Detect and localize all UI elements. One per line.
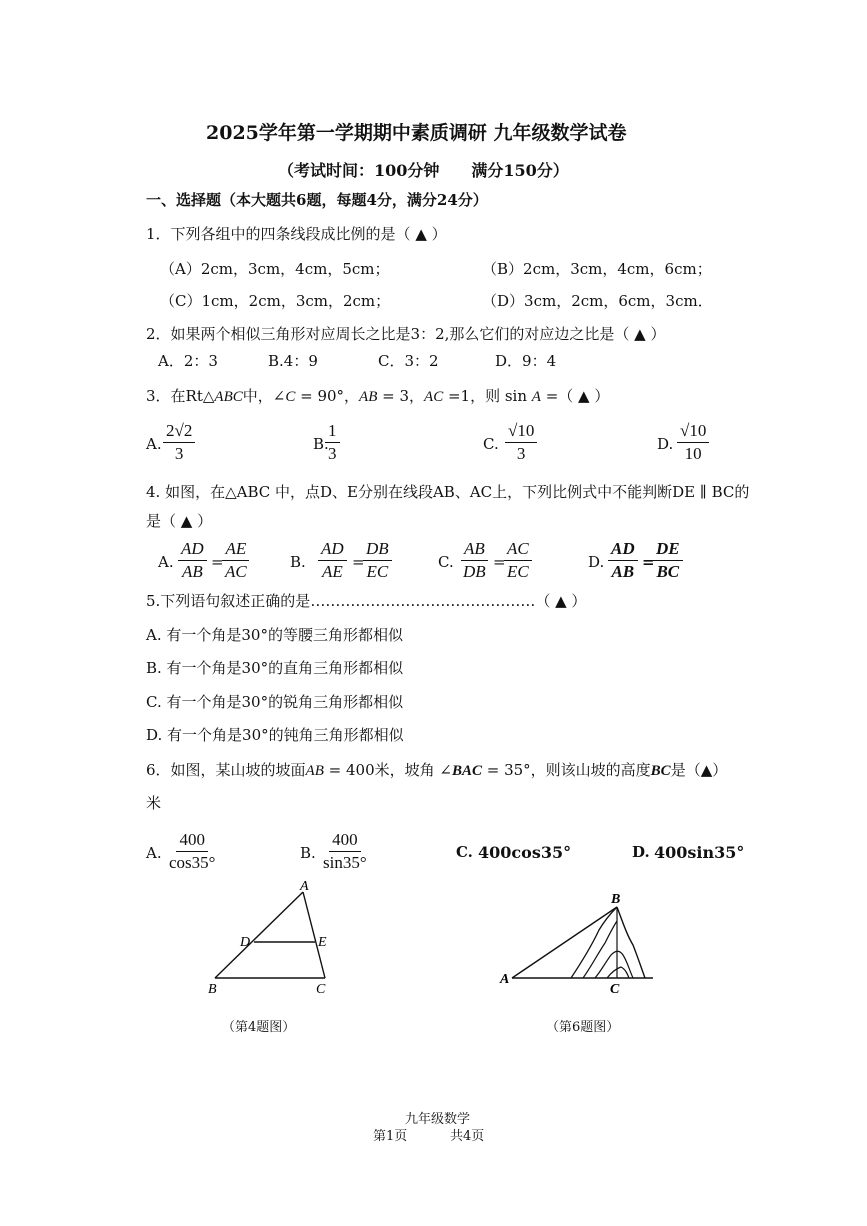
q4-label-d: D. bbox=[588, 553, 605, 571]
figure-6-diagram bbox=[495, 885, 670, 1005]
q2-option-a: A．2：3 bbox=[158, 352, 218, 370]
fig4-label-e: E bbox=[318, 935, 327, 950]
q2-option-c: C．3：2 bbox=[378, 352, 439, 370]
q4-stem-line2: 是（ ▲ ） bbox=[146, 512, 213, 530]
q6-stem: 6．如图，某山坡的坡面AB = 400米，坡角 ∠BAC = 35°，则该山坡的高度BC是（▲） bbox=[146, 761, 728, 779]
q4-a-right: $\frac{AE}{AC}$ bbox=[222, 539, 250, 581]
q4-d-eq: = bbox=[642, 553, 655, 571]
fig6-slope-ab bbox=[512, 907, 617, 978]
q4-b-left: $\frac{AD}{AE}$ bbox=[318, 539, 347, 581]
q6-option-b: $\frac{400}{\sin 35^\circ}$ bbox=[323, 830, 367, 872]
q6-label-b: B. bbox=[300, 844, 316, 862]
exam-title: 2025学年第一学期期中素质调研 九年级数学试卷 bbox=[206, 122, 627, 144]
q6-label-c: C. bbox=[456, 843, 473, 861]
q6-option-d: 400sin35° bbox=[654, 843, 745, 862]
q4-label-c: C. bbox=[438, 553, 454, 571]
q5-option-d: D. 有一个角是30°的钝角三角形都相似 bbox=[146, 726, 404, 744]
q5-option-a: A. 有一个角是30°的等腰三角形都相似 bbox=[146, 626, 403, 644]
q1-option-d: （D）3cm，2cm，6cm，3cm． bbox=[482, 292, 713, 310]
fig4-label-b: B bbox=[208, 982, 217, 997]
q4-a-left: $\frac{AD}{AB}$ bbox=[178, 539, 207, 581]
fig4-label-d: D bbox=[240, 935, 251, 950]
q1-stem: 1．下列各组中的四条线段成比例的是（ ▲ ） bbox=[146, 225, 447, 243]
q1-option-a: （A）2cm，3cm，4cm，5cm； bbox=[160, 260, 390, 278]
q6-option-a: $\frac{400}{\cos 35^\circ}$ bbox=[169, 830, 216, 872]
figure-6-caption: （第6题图） bbox=[546, 1020, 620, 1035]
fig6-label-b: B bbox=[611, 892, 621, 907]
footer-subject: 九年级数学 bbox=[405, 1112, 471, 1127]
q6-option-c: 400cos35° bbox=[478, 843, 572, 862]
q2-option-d: D．9：4 bbox=[495, 352, 557, 370]
fig6-label-a: A bbox=[500, 972, 510, 987]
figure-4 bbox=[190, 875, 350, 1009]
q6-label-a: A. bbox=[146, 844, 162, 862]
q4-label-a: A. bbox=[158, 553, 174, 571]
q3-label-a: A. bbox=[146, 435, 162, 453]
q3-label-b: B. bbox=[313, 435, 329, 453]
q4-c-left: $\frac{AB}{DB}$ bbox=[460, 539, 489, 581]
q4-b-eq: = bbox=[352, 553, 365, 571]
q3-label-d: D. bbox=[657, 435, 674, 453]
q4-b-right: $\frac{DB}{EC}$ bbox=[363, 539, 392, 581]
fig6-contour-4 bbox=[607, 967, 629, 978]
footer-total: 共4页 bbox=[450, 1129, 485, 1144]
q3-option-b: $\frac{1}{3}$ bbox=[325, 421, 340, 463]
q3-stem: 3．在Rt△ABC中，∠C = 90°，AB = 3，AC =1，则 sin A =（ ▲ ） bbox=[146, 387, 610, 405]
q4-c-eq: = bbox=[493, 553, 506, 571]
q3-option-c: $\frac{√10}{3}$ bbox=[505, 421, 537, 463]
fig4-side-ab bbox=[215, 892, 303, 978]
fig4-label-a: A bbox=[300, 879, 309, 894]
q2-stem: 2．如果两个相似三角形对应周长之比是3：2,那么它们的对应边之比是（ ▲ ） bbox=[146, 325, 666, 343]
q4-d-right: $\frac{DE}{BC}$ bbox=[653, 539, 683, 581]
q3-option-a: $\frac{2√2}{3}$ bbox=[163, 421, 195, 463]
q4-d-left: $\frac{AD}{AB}$ bbox=[608, 539, 638, 581]
figure-6 bbox=[495, 885, 670, 1009]
q4-stem-line1: 4. 如图，在△ABC 中，点D、E分别在线段AB、AC上，下列比例式中不能判断DE ∥ BC的 bbox=[146, 483, 750, 501]
q3-option-d: $\frac{√10}{10}$ bbox=[677, 421, 709, 463]
figure-4-caption: （第4题图） bbox=[222, 1020, 296, 1035]
q4-label-b: B. bbox=[290, 553, 306, 571]
fig4-label-c: C bbox=[316, 982, 326, 997]
q4-c-right: $\frac{AC}{EC}$ bbox=[504, 539, 532, 581]
q1-option-b: （B）2cm，3cm，4cm，6cm； bbox=[482, 260, 712, 278]
figure-4-diagram bbox=[190, 875, 350, 1005]
q6-label-d: D. bbox=[632, 843, 650, 861]
q3-label-c: C. bbox=[483, 435, 499, 453]
q6-stem-line2: 米 bbox=[146, 794, 162, 812]
exam-subtitle: （考试时间：100分钟 满分150分） bbox=[278, 161, 569, 180]
q5-option-c: C. 有一个角是30°的锐角三角形都相似 bbox=[146, 693, 404, 711]
q5-stem: 5.下列语句叙述正确的是………………………………………（ ▲ ） bbox=[146, 592, 587, 610]
section-heading: 一、选择题（本大题共6题，每题4分，满分24分） bbox=[146, 191, 488, 209]
footer-page: 第1页 bbox=[373, 1129, 408, 1144]
q1-option-c: （C）1cm，2cm，3cm，2cm； bbox=[160, 292, 391, 310]
fig6-contour-1 bbox=[571, 907, 617, 978]
q2-option-b: B.4：9 bbox=[268, 352, 318, 370]
q4-a-eq: = bbox=[211, 553, 224, 571]
q5-option-b: B. 有一个角是30°的直角三角形都相似 bbox=[146, 659, 404, 677]
fig6-label-c: C bbox=[610, 982, 620, 997]
